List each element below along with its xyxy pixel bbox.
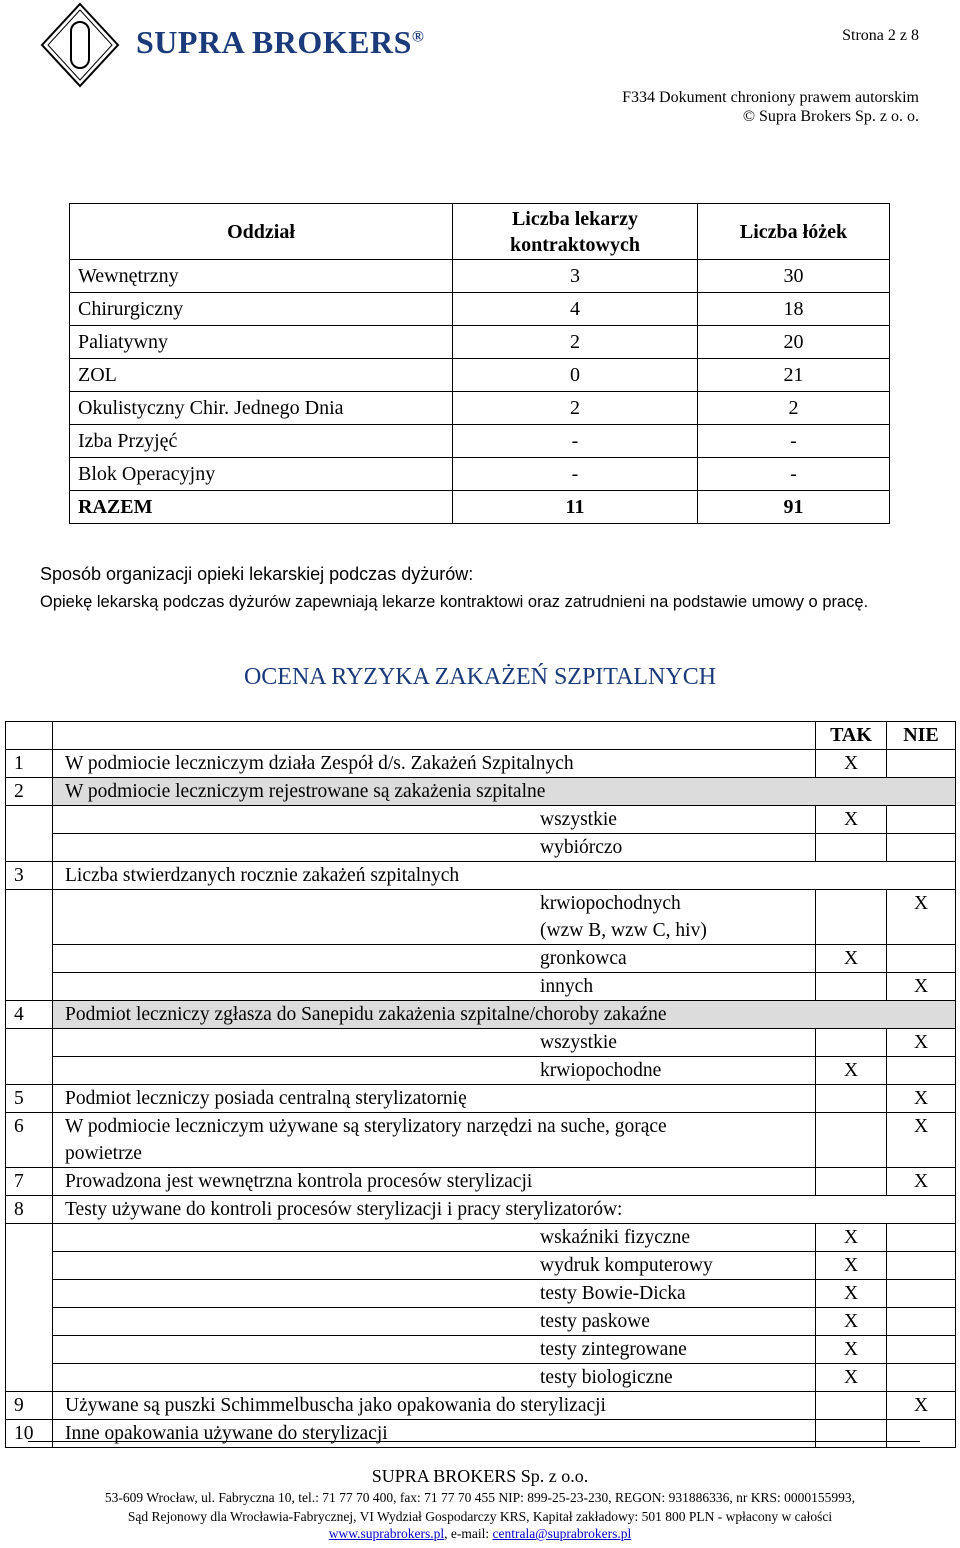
nie-mark: X	[887, 1113, 956, 1168]
nie-mark	[887, 945, 956, 973]
dept-name: Chirurgiczny	[70, 293, 453, 326]
doctor-count: 4	[453, 293, 698, 326]
question-text: Podmiot leczniczy posiada centralną sterylizatornię	[53, 1085, 816, 1113]
risk-row	[6, 1113, 956, 1168]
total-label: RAZEM	[70, 491, 453, 524]
blank-cell	[53, 722, 816, 750]
email-prefix: , e-mail:	[444, 1526, 493, 1541]
nie-mark	[887, 1280, 956, 1308]
doctor-count: -	[453, 458, 698, 491]
sub-label: wybiórczo	[540, 837, 623, 858]
risk-table	[5, 721, 956, 1448]
table-row	[70, 326, 890, 359]
risk-subrow	[6, 1029, 956, 1057]
nie-mark: X	[887, 1168, 956, 1196]
table-row	[70, 359, 890, 392]
sub-cell	[53, 945, 816, 973]
tak-mark	[816, 1392, 887, 1420]
dept-name: Wewnętrzny	[70, 260, 453, 293]
nie-mark: X	[887, 973, 956, 1001]
header-beds: Liczba łóżek	[698, 204, 890, 260]
sub-cell	[53, 806, 816, 834]
sub-label: testy zintegrowane	[540, 1339, 687, 1360]
sub-label: testy Bowie-Dicka	[540, 1283, 686, 1304]
email-link[interactable]: centrala@suprabrokers.pl	[492, 1526, 632, 1541]
nie-mark	[887, 1420, 956, 1448]
tak-mark: X	[816, 1336, 887, 1364]
sub-cell	[53, 1308, 816, 1336]
question-cell	[53, 1113, 816, 1168]
tak-mark: X	[816, 750, 887, 778]
nie-mark: X	[887, 1392, 956, 1420]
total-row	[70, 491, 890, 524]
nie-mark	[887, 1057, 956, 1085]
tak-mark: X	[816, 1224, 887, 1252]
sub-label: krwiopochodne	[540, 1060, 662, 1081]
tak-mark: X	[816, 1308, 887, 1336]
row-number: 4	[6, 1001, 53, 1029]
nie-mark: X	[887, 1029, 956, 1057]
risk-header-row	[6, 722, 956, 750]
risk-row	[6, 1392, 956, 1420]
bed-count: -	[698, 458, 890, 491]
doctor-count: 3	[453, 260, 698, 293]
risk-subrow	[6, 945, 956, 973]
sub-label: testy biologiczne	[540, 1367, 673, 1388]
tak-mark: X	[816, 1280, 887, 1308]
nie-mark	[887, 806, 956, 834]
blank-cell	[6, 890, 53, 1001]
sub-label: testy paskowe	[540, 1311, 650, 1332]
footer-contact	[0, 1526, 960, 1542]
tak-mark	[816, 1029, 887, 1057]
organization-text: Opiekę lekarską podczas dyżurów zapewniają lekarze kontraktowi oraz zatrudnieni na podstawie umowy o pracę.	[40, 593, 869, 611]
risk-subrow	[6, 890, 956, 945]
table-row	[70, 392, 890, 425]
sub-label: krwiopochodnych	[540, 893, 681, 914]
nie-mark	[887, 1252, 956, 1280]
blank-cell	[6, 1224, 53, 1392]
total-doctors: 11	[453, 491, 698, 524]
bed-count: 2	[698, 392, 890, 425]
bed-count: 21	[698, 359, 890, 392]
page-number: Strona 2 z 8	[842, 27, 919, 44]
row-number: 5	[6, 1085, 53, 1113]
question-text: Liczba stwierdzanych rocznie zakażeń szpitalnych	[53, 862, 956, 890]
nie-mark: X	[887, 890, 956, 945]
row-number: 7	[6, 1168, 53, 1196]
row-number: 6	[6, 1113, 53, 1168]
table-row	[70, 293, 890, 326]
sub-cell	[53, 973, 816, 1001]
dept-name: ZOL	[70, 359, 453, 392]
risk-subrow	[6, 1280, 956, 1308]
row-number: 9	[6, 1392, 53, 1420]
question-text: Prowadzona jest wewnętrzna kontrola procesów sterylizacji	[53, 1168, 816, 1196]
risk-row	[6, 1085, 956, 1113]
department-table	[69, 203, 890, 524]
sub-cell	[53, 1336, 816, 1364]
nie-mark	[887, 834, 956, 862]
footer-address: 53-609 Wrocław, ul. Fabryczna 10, tel.: 71 77 70 400, fax: 71 77 70 455 NIP: 899-25-23-230, REGON: 931886336, nr KRS: 0000155993,	[104, 1490, 856, 1505]
bed-count: 20	[698, 326, 890, 359]
header-doctors: Liczba lekarzy kontraktowych	[453, 204, 698, 260]
dept-name: Paliatywny	[70, 326, 453, 359]
tak-mark: X	[816, 1364, 887, 1392]
risk-row	[6, 1168, 956, 1196]
risk-subrow	[6, 1224, 956, 1252]
tak-mark	[816, 890, 887, 945]
tak-mark	[816, 1168, 887, 1196]
nie-mark	[887, 1224, 956, 1252]
tak-mark: X	[816, 806, 887, 834]
row-number: 3	[6, 862, 53, 890]
risk-subrow	[6, 973, 956, 1001]
risk-row	[6, 750, 956, 778]
risk-subrow	[6, 1057, 956, 1085]
tak-mark: X	[816, 1252, 887, 1280]
doctor-count: 2	[453, 326, 698, 359]
nie-mark	[887, 1336, 956, 1364]
question-text: Inne opakowania używane do sterylizacji	[53, 1420, 816, 1448]
header-tak: TAK	[816, 722, 887, 750]
sub-cell	[53, 890, 816, 945]
footer-court: Sąd Rejonowy dla Wrocławia-Fabrycznej, VI Wydział Gospodarczy KRS, Kapitał zakładowy: 501 800 PLN - wpłacony w całości	[127, 1509, 833, 1524]
table-row	[70, 260, 890, 293]
table-row	[70, 425, 890, 458]
tak-mark	[816, 834, 887, 862]
risk-row	[6, 1001, 956, 1029]
question-text: W podmiocie leczniczym używane są sterylizatory narzędzi na suche, gorące	[65, 1116, 667, 1137]
risk-row	[6, 1420, 956, 1448]
row-number: 10	[6, 1420, 53, 1448]
tak-mark: X	[816, 945, 887, 973]
registered-mark: ®	[411, 28, 425, 46]
sub-label: innych	[540, 976, 594, 997]
table-row	[70, 458, 890, 491]
organization-title: Sposób organizacji opieki lekarskiej podczas dyżurów:	[40, 564, 474, 584]
nie-mark	[887, 1364, 956, 1392]
blank-cell	[6, 806, 53, 862]
question-text: Podmiot leczniczy zgłasza do Sanepidu zakażenia szpitalne/choroby zakaźne	[53, 1001, 956, 1029]
nie-mark: X	[887, 1085, 956, 1113]
risk-row	[6, 778, 956, 806]
row-number: 2	[6, 778, 53, 806]
tak-mark	[816, 1113, 887, 1168]
dept-name: Blok Operacyjny	[70, 458, 453, 491]
risk-row	[6, 862, 956, 890]
sub-label-2: (wzw B, wzw C, hiv)	[540, 920, 707, 941]
nie-mark	[887, 1308, 956, 1336]
tak-mark	[816, 1420, 887, 1448]
doctor-count: 0	[453, 359, 698, 392]
tak-mark: X	[816, 1057, 887, 1085]
footer-divider	[28, 1441, 920, 1442]
blank-cell	[6, 722, 53, 750]
row-number: 1	[6, 750, 53, 778]
dept-name: Izba Przyjęć	[70, 425, 453, 458]
sub-cell	[53, 1364, 816, 1392]
blank-cell	[6, 1029, 53, 1085]
table-header-row	[70, 204, 890, 260]
sub-label: wskaźniki fizyczne	[540, 1227, 690, 1248]
risk-row	[6, 1196, 956, 1224]
risk-subrow	[6, 1252, 956, 1280]
sub-cell	[53, 1252, 816, 1280]
sub-cell	[53, 1224, 816, 1252]
question-text: W podmiocie leczniczym działa Zespół d/s. Zakażeń Szpitalnych	[53, 750, 816, 778]
logo-icon	[40, 2, 120, 88]
sub-label: wszystkie	[540, 809, 617, 830]
copyright-line-1: F334 Dokument chroniony prawem autorskim	[622, 89, 919, 106]
doctor-count: 2	[453, 392, 698, 425]
footer-company: SUPRA BROKERS Sp. z o.o.	[371, 1466, 589, 1486]
risk-subrow	[6, 1308, 956, 1336]
risk-title: OCENA RYZYKA ZAKAŻEŃ SZPITALNYCH	[243, 664, 717, 690]
question-text-2: powietrze	[65, 1143, 142, 1164]
question-text: Testy używane do kontroli procesów sterylizacji i pracy sterylizatorów:	[53, 1196, 956, 1224]
bed-count: -	[698, 425, 890, 458]
total-beds: 91	[698, 491, 890, 524]
website-link[interactable]: www.suprabrokers.pl	[328, 1526, 445, 1541]
brand-name: SUPRA BROKERS®	[136, 24, 425, 60]
sub-label: gronkowca	[540, 948, 627, 969]
tak-mark	[816, 973, 887, 1001]
row-number: 8	[6, 1196, 53, 1224]
sub-cell	[53, 834, 816, 862]
question-text: W podmiocie leczniczym rejestrowane są zakażenia szpitalne	[53, 778, 956, 806]
risk-subrow	[6, 806, 956, 834]
nie-mark	[887, 750, 956, 778]
risk-subrow	[6, 1364, 956, 1392]
doctor-count: -	[453, 425, 698, 458]
bed-count: 30	[698, 260, 890, 293]
copyright-line-2: © Supra Brokers Sp. z o. o.	[742, 108, 919, 125]
sub-cell	[53, 1029, 816, 1057]
header-nie: NIE	[887, 722, 956, 750]
risk-subrow	[6, 1336, 956, 1364]
sub-cell	[53, 1280, 816, 1308]
tak-mark	[816, 1085, 887, 1113]
dept-name: Okulistyczny Chir. Jednego Dnia	[70, 392, 453, 425]
header-department: Oddział	[70, 204, 453, 260]
sub-label: wszystkie	[540, 1032, 617, 1053]
question-text: Używane są puszki Schimmelbuscha jako opakowania do sterylizacji	[53, 1392, 816, 1420]
sub-label: wydruk komputerowy	[540, 1255, 713, 1276]
sub-cell	[53, 1057, 816, 1085]
bed-count: 18	[698, 293, 890, 326]
risk-subrow	[6, 834, 956, 862]
